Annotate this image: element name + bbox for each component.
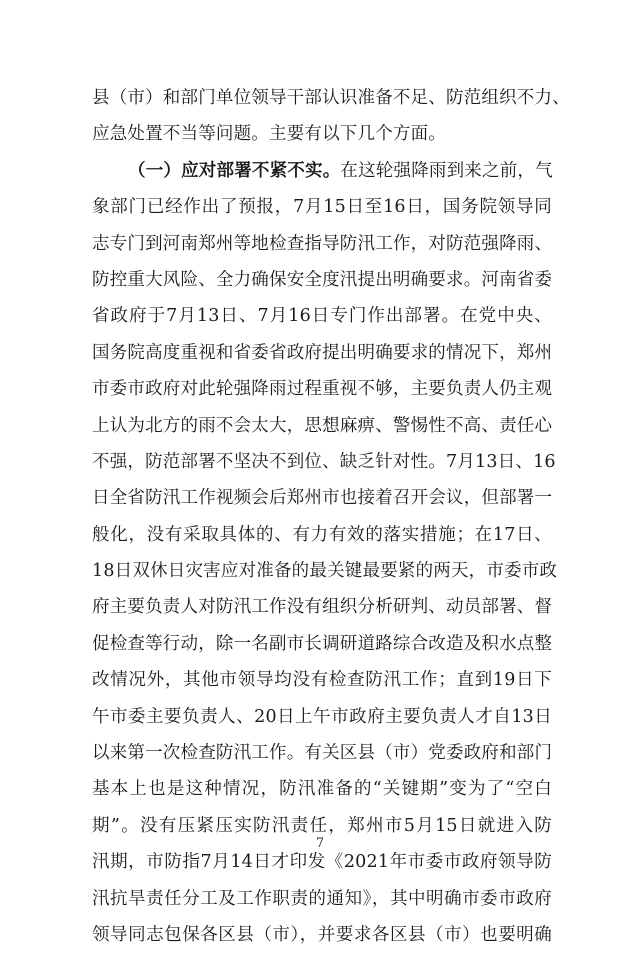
text-line: 府主要负责人对防汛工作没有组织分析研判、动员部署、督 xyxy=(92,597,553,618)
text-line: 午市委主要负责人、20日上午市政府主要负责人才自13日 xyxy=(92,706,552,727)
text-line: 改情况外，其他市领导均没有检查防汛工作；直到19日下 xyxy=(92,670,552,691)
text-line: 汛期，市防指7月14日才印发《2021年市委市政府领导防 xyxy=(92,852,552,873)
text-line: 汛抗旱责任分工及工作职责的通知》，其中明确市委市政府 xyxy=(92,888,552,909)
section-heading: （一）应对部署不紧不实。 xyxy=(128,160,341,181)
text-line: 般化，没有采取具体的、有力有效的落实措施；在17日、 xyxy=(92,524,552,545)
section-line xyxy=(92,153,552,189)
text-line: 应急处置不当等问题。主要有以下几个方面。 xyxy=(92,124,446,145)
text-line: 象部门已经作出了预报，7月15日至16日，国务院领导同 xyxy=(92,197,552,218)
text-line: 上认为北方的雨不会太大，思想麻痹、警惕性不高、责任心 xyxy=(92,415,553,436)
text-line: 18日双休日灾害应对准备的最关键最要紧的两天，市委市政 xyxy=(92,561,558,582)
text-line: 省政府于7月13日、7月16日专门作出部署。在党中央、 xyxy=(92,306,552,327)
text-line: 在这轮强降雨到来之前，气 xyxy=(340,160,553,181)
text-line: 市委市政府对此轮强降雨过程重视不够，主要负责人仍主观 xyxy=(92,379,553,400)
text-line: 促检查等行动，除一名副市长调研道路综合改造及积水点整 xyxy=(92,633,553,654)
text-line: 日全省防汛工作视频会后郑州市也接着召开会议，但部署一 xyxy=(92,488,553,509)
text-line: 志专门到河南郑州等地检查指导防汛工作，对防范强降雨、 xyxy=(92,233,553,254)
text-line: 防控重大风险、全力确保安全度汛提出明确要求。河南省委 xyxy=(92,269,553,290)
text-line: 基本上也是这种情况，防汛准备的“关键期”变为了“空白 xyxy=(92,779,552,800)
text-line: 县（市）和部门单位领导干部认识准备不足、防范组织不力、 xyxy=(92,88,570,108)
text-line: 国务院高度重视和省委省政府提出明确要求的情况下，郑州 xyxy=(92,342,553,363)
text-line: 领导同志包保各区县（市），并要求各区县（市）也要明确 xyxy=(92,924,552,945)
body-text xyxy=(92,80,570,953)
text-line: 期”。没有压紧压实防汛责任，郑州市5月15日就进入防 xyxy=(92,815,552,836)
text-line: 以来第一次检查防汛工作。有关区县（市）党委政府和部门 xyxy=(92,743,553,764)
text-line: 不强，防范部署不坚决不到位、缺乏针对性。7月13日、16 xyxy=(92,451,556,472)
page-number: 7 xyxy=(315,836,325,851)
